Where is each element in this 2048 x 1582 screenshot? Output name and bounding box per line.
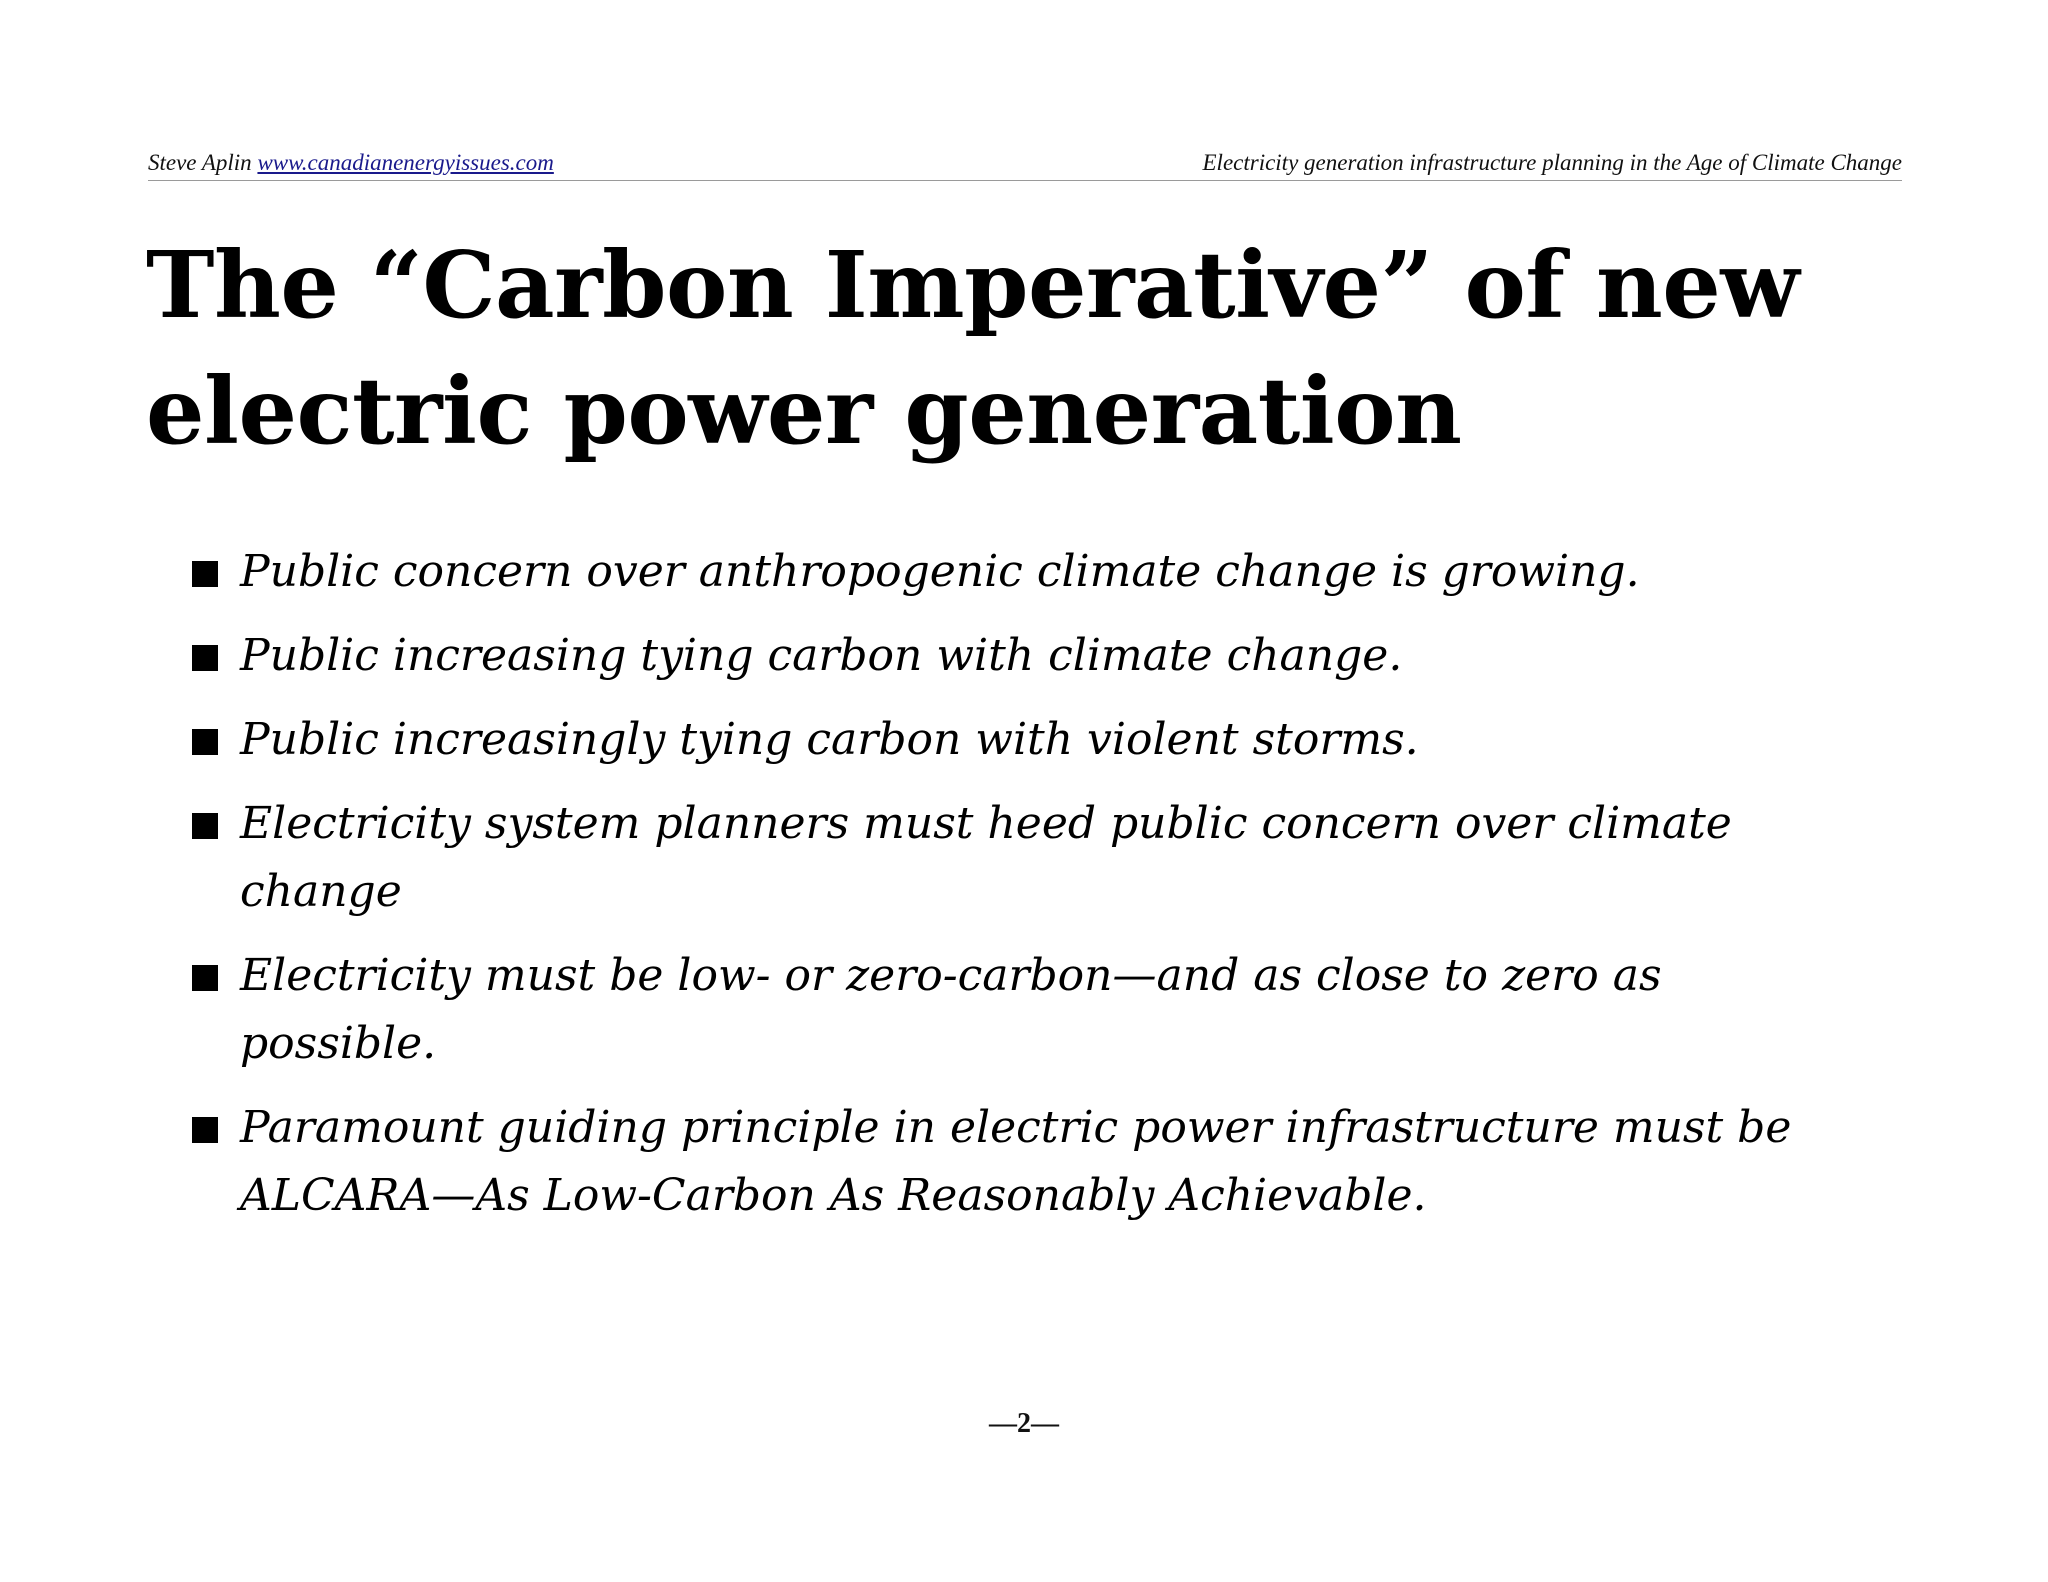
bullet-list xyxy=(190,538,1930,1246)
bullet-line: ALCARA—As Low-Carbon As Reasonably Achievable. xyxy=(240,1170,1427,1221)
square-bullet-icon xyxy=(192,813,218,839)
bullet-text xyxy=(240,790,1930,926)
list-item xyxy=(190,942,1930,1078)
bullet-line: Electricity must be low- or zero-carbon—and as close to zero as xyxy=(240,950,1662,1001)
bullet-text xyxy=(240,622,1930,690)
slide-title xyxy=(146,222,1926,474)
list-item xyxy=(190,538,1930,606)
bullet-line: Public concern over anthropogenic climate change is growing. xyxy=(240,546,1640,597)
list-item xyxy=(190,706,1930,774)
document-title: Electricity generation infrastructure planning in the Age of Climate Change xyxy=(1202,150,1902,175)
square-bullet-icon xyxy=(192,729,218,755)
list-item xyxy=(190,1094,1930,1230)
slide-title-line-2: electric power generation xyxy=(146,357,1462,465)
square-bullet-icon xyxy=(192,965,218,991)
author-name: Steve Aplin xyxy=(148,150,252,175)
list-item xyxy=(190,790,1930,926)
website-link[interactable]: www.canadianenergyissues.com xyxy=(257,150,554,175)
square-bullet-icon xyxy=(192,1117,218,1143)
bullet-line: possible. xyxy=(240,1018,437,1069)
list-item xyxy=(190,622,1930,690)
square-bullet-icon xyxy=(192,561,218,587)
bullet-text xyxy=(240,1094,1930,1230)
bullet-text xyxy=(240,538,1930,606)
page-number: —2— xyxy=(989,1408,1059,1439)
slide-title-line-1: The “Carbon Imperative” of new xyxy=(146,231,1800,339)
running-header xyxy=(148,150,1902,181)
bullet-line: Electricity system planners must heed public concern over climate xyxy=(240,798,1732,849)
square-bullet-icon xyxy=(192,645,218,671)
bullet-text xyxy=(240,706,1930,774)
bullet-text xyxy=(240,942,1930,1078)
bullet-line: Public increasing tying carbon with climate change. xyxy=(240,630,1403,681)
bullet-line: change xyxy=(240,866,402,917)
header-left xyxy=(148,150,554,176)
bullet-line: Paramount guiding principle in electric power infrastructure must be xyxy=(240,1102,1792,1153)
bullet-line: Public increasingly tying carbon with violent storms. xyxy=(240,714,1419,765)
